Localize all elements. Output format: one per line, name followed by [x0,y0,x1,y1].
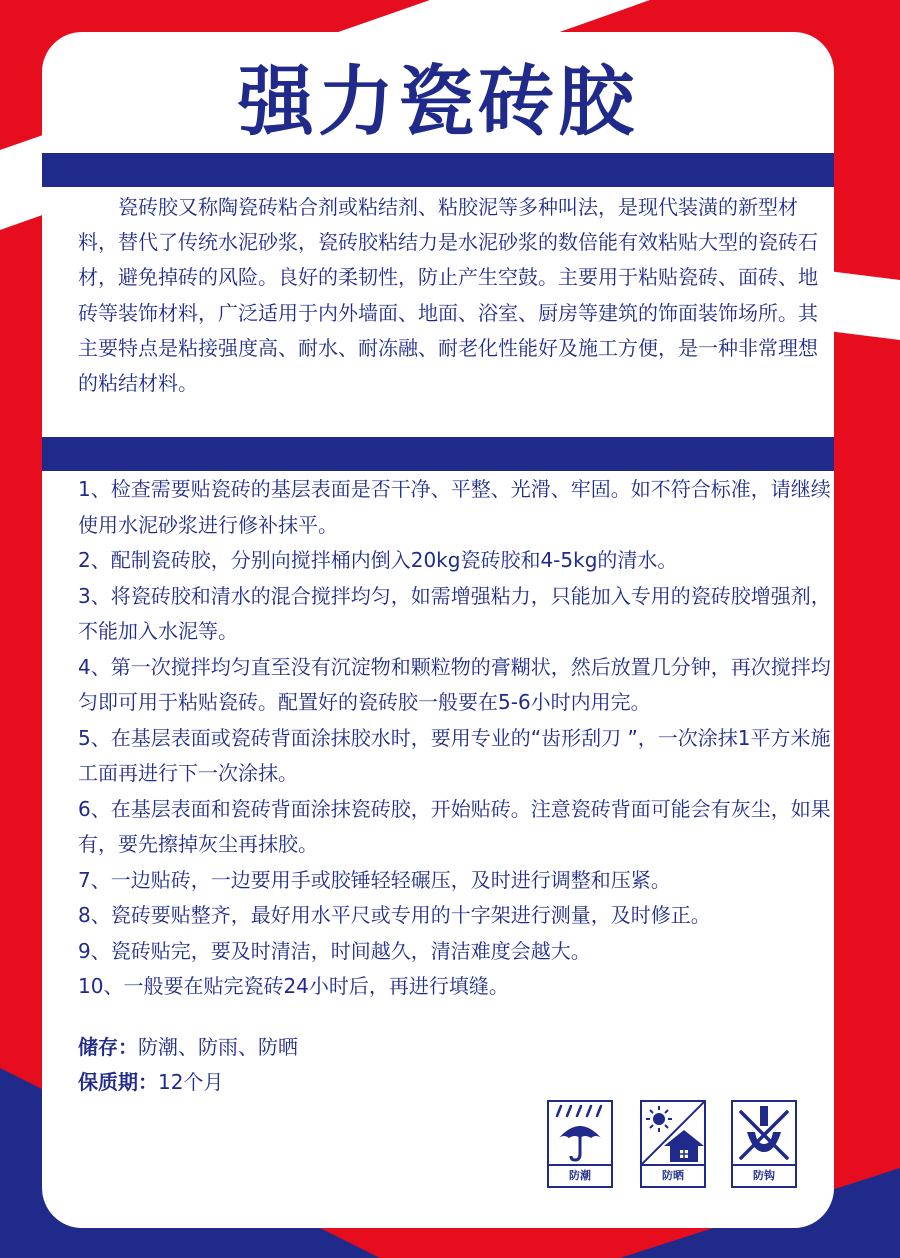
step-item: 3、将瓷砖胶和清水的混合搅拌均匀，如需增强粘力，只能加入专用的瓷砖胶增强剂，不能加入水泥等。 [78,583,831,643]
umbrella-icon [549,1102,611,1164]
step-item: 6、在基层表面和瓷砖背面涂抹瓷砖胶，开始贴砖。注意瓷砖背面可能会有灰尘，如果有，要先擦掉灰尘再抹胶。 [78,796,831,856]
shelf-life-label: 保质期： [78,1070,158,1094]
step-item: 1、检查需要贴瓷砖的基层表面是否干净、平整、光滑、牢固。如不符合标准，请继续使用水泥砂浆进行修补抹平。 [78,477,831,537]
no-hook-warning-badge [731,1100,797,1188]
icon-label: 防钩 [733,1164,795,1186]
divider-band-middle [42,437,834,471]
step-item: 9、瓷砖贴完，要及时清洁，时间越久，清洁难度会越大。 [78,938,591,963]
step-item: 2、配制瓷砖胶，分别向搅拌桶内倒入20kg瓷砖胶和4-5kg的清水。 [78,548,678,572]
page-title: 强力瓷砖胶 [238,57,638,146]
icon-label: 防潮 [549,1164,611,1186]
intro-paragraph: 瓷砖胶又称陶瓷砖粘合剂或粘结剂、粘胶泥等多种叫法，是现代装潢的新型材料，替代了传统水泥砂浆，瓷砖胶粘结力是水泥砂浆的数倍能有效粘贴大型的瓷砖石材，避免掉砖的风险。良好的柔韧性，防止产生空鼓。主要用于粘贴瓷砖、面砖、地砖等装饰材料，广泛适用于内外墙面、地面、浴室、厨房等建筑的饰面装饰场所。其主要特点是粘接强度高、耐水、耐冻融、耐老化性能好及施工方便，是一种非常理想的粘结材料。 [78,195,818,396]
shelf-life-info [78,1065,578,1100]
step-item: 5、在基层表面或瓷砖背面涂抹胶水时，要用专业的“齿形刮刀 ”，一次涂抹1平方米施工面再进行下一次涂抹。 [78,725,831,785]
sun-house-icon [642,1102,704,1164]
moisture-warning-badge [547,1100,613,1188]
step-item: 8、瓷砖要贴整齐，最好用水平尺或专用的十字架进行测量，及时修正。 [78,903,711,927]
no-hook-icon [733,1102,795,1164]
shelf-life-value: 12个月 [158,1070,224,1094]
sun-warning-badge [640,1100,706,1188]
storage-value: 防潮、防雨、防晒 [138,1035,298,1059]
step-item: 10、一般要在贴完瓷砖24小时后，再进行填缝。 [78,974,509,998]
instruction-steps [78,472,838,1005]
divider-band-top [42,153,834,187]
storage-label: 储存： [78,1035,138,1059]
step-item: 4、第一次搅拌均匀直至没有沉淀物和颗粒物的膏糊状，然后放置几分钟，再次搅拌均匀即可用于粘贴瓷砖。配置好的瓷砖胶一般要在5-6小时内用完。 [78,654,831,714]
icon-label: 防晒 [642,1164,704,1186]
storage-info [78,1030,578,1065]
step-item: 7、一边贴砖，一边要用手或胶锤轻轻碾压，及时进行调整和压紧。 [78,867,671,892]
